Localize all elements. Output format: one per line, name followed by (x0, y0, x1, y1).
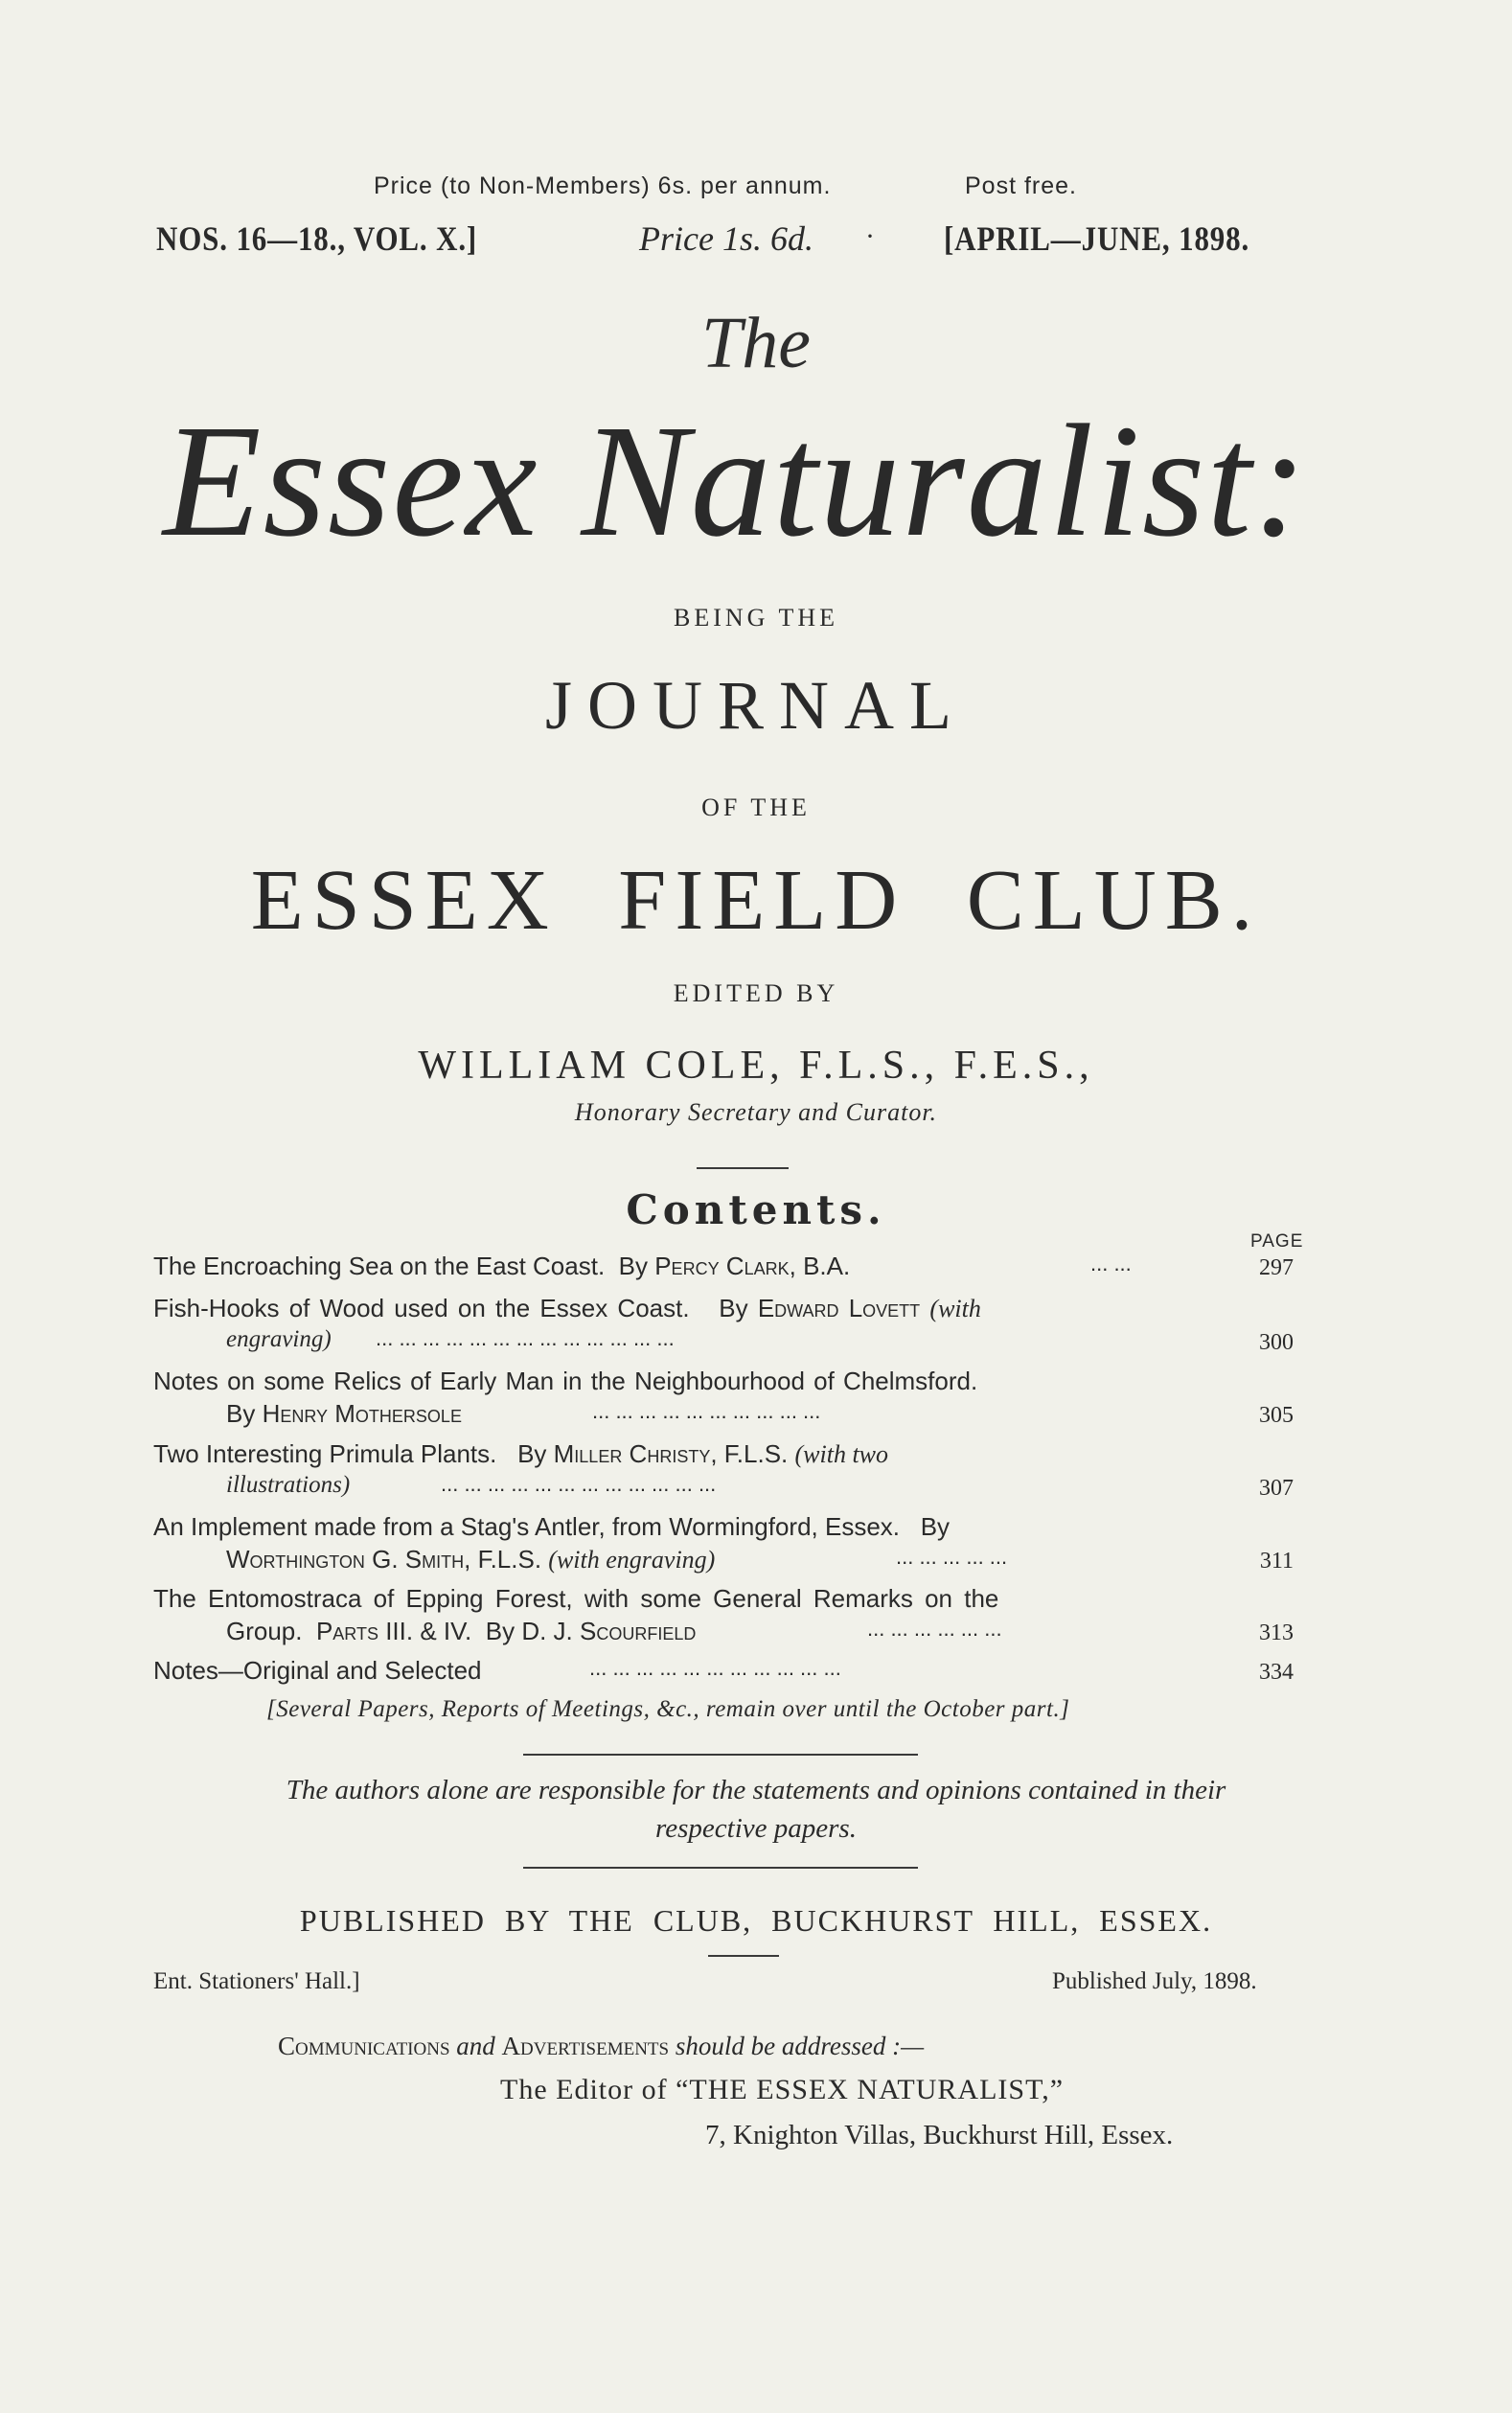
street-address: 7, Knighton Villas, Buckhurst Hill, Essex. (705, 2120, 1174, 2150)
communications-word: Communications (278, 2032, 450, 2060)
masthead-the: The (701, 303, 811, 383)
toc-by: By (618, 1252, 648, 1280)
toc-credential: B.A. (803, 1252, 851, 1280)
toc-dots: ... ... ... ... ... ... ... ... ... ... ... (589, 1656, 841, 1680)
price-mark: · (865, 220, 875, 252)
toc-title: The Encroaching Sea on the East Coast. (153, 1252, 606, 1280)
toc-page-number: 334 (1259, 1660, 1294, 1685)
toc-title-continued: Group. (226, 1617, 303, 1645)
toc-entry-6-author (226, 1617, 696, 1646)
toc-author: Percy Clark, (654, 1252, 796, 1280)
contents-heading: Contents. (626, 1186, 886, 1233)
toc-entry-7: Notes—Original and Selected (153, 1656, 482, 1685)
addressed-phrase: should be addressed :— (675, 2032, 925, 2060)
toc-entry-5-author (226, 1545, 715, 1574)
toc-author: Miller Christy, (553, 1439, 718, 1468)
toc-by: By (517, 1439, 547, 1468)
toc-page-number: 311 (1259, 1549, 1294, 1574)
advertisements-word: Advertisements (501, 2032, 670, 2060)
toc-by: By (719, 1294, 748, 1322)
toc-page-number: 297 (1259, 1255, 1294, 1280)
toc-title: Two Interesting Primula Plants. (153, 1439, 497, 1468)
communications-line (278, 2032, 924, 2061)
disclaimer-line-1: The authors alone are responsible for the statements and opinions contained in their (286, 1775, 1226, 1805)
toc-credential: F.L.S. (723, 1439, 789, 1468)
divider-lower (523, 1867, 918, 1869)
toc-note-continued: engraving) (226, 1326, 332, 1352)
toc-title: Fish-Hooks of Wood used on the Essex Coast. (153, 1294, 690, 1322)
divider-footer (708, 1955, 779, 1957)
published-date: Published July, 1898. (1052, 1968, 1257, 1994)
toc-dots: ... ... ... ... ... ... ... ... ... ... ... ... (441, 1472, 717, 1496)
disclaimer-line-2: respective papers. (655, 1813, 857, 1844)
toc-entry-5 (153, 1512, 950, 1542)
toc-parts: Parts III. & IV. (315, 1617, 472, 1645)
toc-note-continued: illustrations) (226, 1472, 351, 1498)
price-note: Price (to Non-Members) 6s. per annum. (374, 172, 832, 199)
toc-by: By (920, 1512, 951, 1541)
toc-page-number: 313 (1259, 1620, 1294, 1645)
divider-top (697, 1167, 789, 1169)
and-word: and (456, 2032, 495, 2060)
issue-number: NOS. 16—18., VOL. X.] (156, 219, 478, 258)
stationers-hall: Ent. Stationers' Hall.] (153, 1968, 360, 1994)
toc-dots: ... ... ... ... ... ... (867, 1617, 1002, 1641)
toc-page-number: 300 (1259, 1330, 1294, 1355)
toc-dots: ... ... ... ... ... ... ... ... ... ... (592, 1399, 821, 1423)
toc-author: Henry Mothersole (262, 1399, 462, 1428)
editor-address-line: The Editor of “THE ESSEX NATURALIST,” (500, 2074, 1065, 2105)
toc-entry-1 (153, 1252, 850, 1281)
toc-credential: F.L.S. (477, 1545, 542, 1574)
toc-by: By (485, 1617, 515, 1645)
published-by: PUBLISHED BY THE CLUB, BUCKHURST HILL, ESSEX. (299, 1903, 1213, 1938)
editor-name: WILLIAM COLE, F.L.S., F.E.S., (418, 1044, 1094, 1088)
page-column-label: PAGE (1250, 1231, 1304, 1252)
toc-note: (with (929, 1295, 981, 1322)
toc-author: Edward Lovett (757, 1294, 921, 1322)
divider-middle (523, 1754, 918, 1756)
issue-price: Price 1s. 6d. (639, 219, 813, 258)
contents-note: [Several Papers, Reports of Meetings, &c., remain over until the October part.] (266, 1696, 1070, 1722)
toc-author: D. J. Scourfield (521, 1617, 697, 1645)
journal-heading: JOURNAL (544, 667, 967, 744)
edited-by: EDITED BY (673, 979, 839, 1007)
toc-title: An Implement made from a Stag's Antler, from Wormingford, Essex. (153, 1512, 901, 1541)
being-the: BEING THE (673, 604, 838, 632)
toc-author: Worthington G. Smith, (226, 1545, 471, 1574)
toc-entry-3-author (226, 1399, 462, 1429)
toc-note: (with engraving) (548, 1546, 716, 1574)
toc-dots: ... ... ... ... ... (896, 1545, 1008, 1569)
masthead-title: Essex Naturalist: (163, 392, 1309, 570)
toc-dots: ... ... ... ... ... ... ... ... ... ... ... ... ... (376, 1326, 675, 1350)
toc-entry-4 (153, 1439, 888, 1469)
toc-entry-2 (153, 1294, 981, 1323)
editor-role: Honorary Secretary and Curator. (574, 1098, 938, 1126)
toc-entry-3: Notes on some Relics of Early Man in the Neighbourhood of Chelmsford. (153, 1367, 978, 1395)
toc-dots: ... ... (1090, 1252, 1132, 1275)
issue-date: [APRIL—JUNE, 1898. (944, 219, 1250, 258)
toc-page-number: 305 (1259, 1403, 1294, 1428)
of-the: OF THE (701, 793, 811, 821)
toc-note: (with two (794, 1440, 889, 1468)
toc-by: By (226, 1399, 256, 1428)
toc-page-number: 307 (1259, 1476, 1294, 1501)
club-heading: ESSEX FIELD CLUB. (250, 853, 1262, 948)
post-free: Post free. (965, 172, 1077, 199)
toc-entry-6: The Entomostraca of Epping Forest, with some General Remarks on the (153, 1584, 999, 1613)
